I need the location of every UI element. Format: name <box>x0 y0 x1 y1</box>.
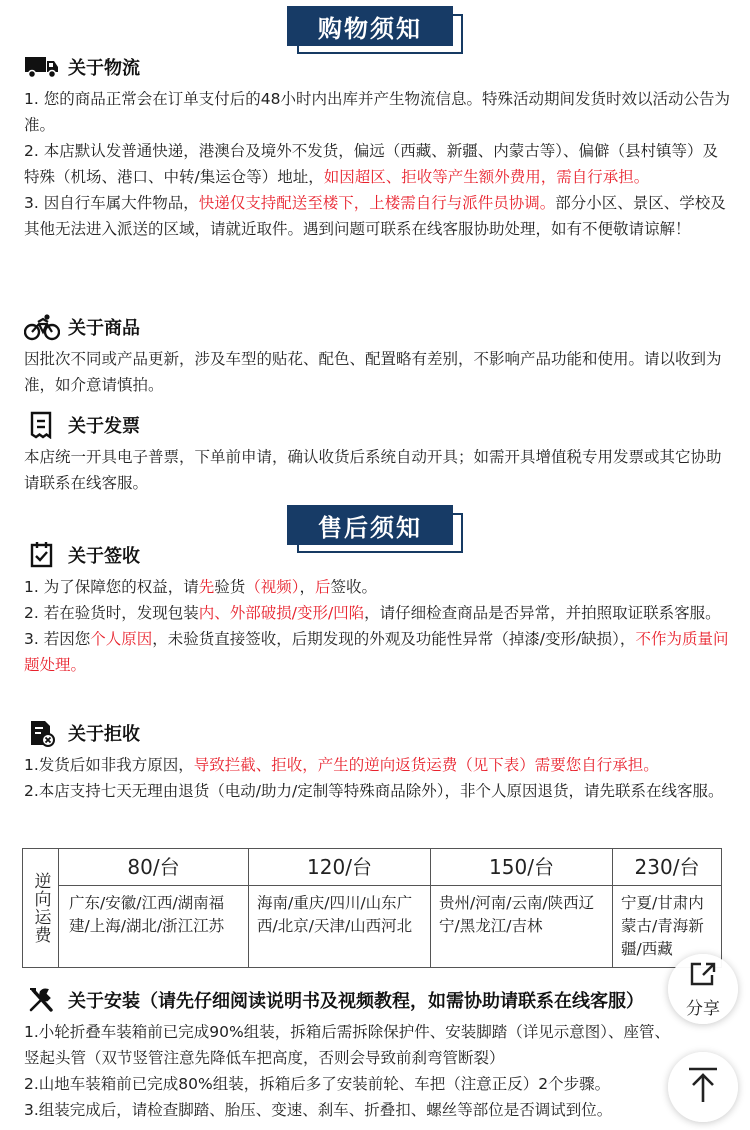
back-to-top-button[interactable] <box>668 1052 738 1122</box>
install-item-3: 3.组装完成后，请检查脚踏、胎压、变速、刹车、折叠扣、螺丝等部位是否调试到位。 <box>24 1101 613 1119</box>
fee-regions-4: 宁夏/甘肃内蒙古/青海新疆/西藏 <box>613 886 722 968</box>
logistics-item-3: 3. 因自行车属大件物品，快递仅支持配送至楼下，上楼需自行与派件员协调。部分小区、景区、学校及其他无法进入派送的区域，请就近取件。遇到问题可联系在线客服协助处理，如有不便敬请谅解！ <box>24 194 726 238</box>
invoice-section <box>24 410 730 496</box>
signing-item-3: 3. 若因您个人原因，未验货直接签收，后期发现的外观及功能性异常（掉漆/变形/缺损），不作为质量问题处理。 <box>24 630 729 674</box>
shopping-notice-title: 购物须知 <box>287 6 453 46</box>
rejection-section <box>24 718 730 804</box>
product-text: 因批次不同或产品更新，涉及车型的贴花、配色、配置略有差别，不影响产品功能和使用。请以收到为准，如介意请慎拍。 <box>24 350 722 394</box>
receipt-icon <box>24 411 60 439</box>
fee-regions-3: 贵州/河南/云南/陕西辽宁/黑龙江/吉林 <box>431 886 613 968</box>
signing-section <box>24 540 730 678</box>
fee-price-4: 230/台 <box>613 849 722 886</box>
install-section <box>24 985 724 1123</box>
share-icon <box>688 960 718 992</box>
fee-row-label: 逆向运费 <box>23 849 59 968</box>
shopping-notice-banner <box>287 6 463 50</box>
install-item-2: 2.山地车装箱前已完成80%组装，拆箱后多了安装前轮、车把（注意正反）2个步骤。 <box>24 1075 611 1093</box>
invoice-text: 本店统一开具电子普票，下单前申请，确认收货后系统自动开具；如需开具增值税专用发票或其它协助请联系在线客服。 <box>24 448 722 492</box>
wrench-screwdriver-icon <box>24 986 60 1014</box>
logistics-item-2: 2. 本店默认发普通快递，港澳台及境外不发货，偏远（西藏、新疆、内蒙古等）、偏僻（县村镇等）及特殊（机场、港口、中转/集运仓等）地址，如因超区、拒收等产生额外费用，需自行承担。 <box>24 142 718 186</box>
return-fee-table <box>22 848 722 968</box>
logistics-title: 关于物流 <box>68 58 140 79</box>
fee-price-3: 150/台 <box>431 849 613 886</box>
table-row <box>23 886 722 968</box>
bicycle-icon <box>24 313 60 341</box>
signing-item-1: 1. 为了保障您的权益，请先验货（视频），后签收。 <box>24 578 378 596</box>
logistics-item-1: 1. 您的商品正常会在订单支付后的48小时内出库并产生物流信息。特殊活动期间发货时效以活动公告为准。 <box>24 90 730 134</box>
reject-doc-icon <box>24 719 60 747</box>
install-title: 关于安装（请先仔细阅读说明书及视频教程，如需协助请联系在线客服） <box>68 991 644 1012</box>
truck-icon <box>24 53 60 81</box>
product-section <box>24 312 730 398</box>
table-row <box>23 849 722 886</box>
share-label: 分享 <box>686 998 720 1019</box>
fee-price-2: 120/台 <box>249 849 431 886</box>
back-to-top-icon <box>686 1066 720 1108</box>
install-item-1: 1.小轮折叠车装箱前已完成90%组装，拆箱后需拆除保护件、安装脚踏（详见示意图）、座管、竖起头管（双节竖管注意先降低车把高度，否则会导致前刹弯管断裂） <box>24 1023 670 1067</box>
share-button[interactable] <box>668 954 738 1024</box>
rejection-item-2: 2.本店支持七天无理由退货（电动/助力/定制等特殊商品除外），非个人原因退货，请先联系在线客服。 <box>24 782 724 800</box>
rejection-title: 关于拒收 <box>68 724 140 745</box>
rejection-item-1: 1.发货后如非我方原因，导致拦截、拒收，产生的逆向返货运费（见下表）需要您自行承担。 <box>24 756 659 774</box>
fee-regions-1: 广东/安徽/江西/湖南福建/上海/湖北/浙江江苏 <box>59 886 249 968</box>
after-sales-title: 售后须知 <box>287 505 453 545</box>
signing-title: 关于签收 <box>68 546 140 567</box>
invoice-title: 关于发票 <box>68 416 140 437</box>
logistics-section <box>24 52 730 242</box>
fee-regions-2: 海南/重庆/四川/山东广西/北京/天津/山西河北 <box>249 886 431 968</box>
checklist-icon <box>24 541 60 569</box>
fee-price-1: 80/台 <box>59 849 249 886</box>
product-title: 关于商品 <box>68 318 140 339</box>
signing-item-2: 2. 若在验货时，发现包装内、外部破损/变形/凹陷，请仔细检查商品是否异常，并拍照取证联系客服。 <box>24 604 721 622</box>
